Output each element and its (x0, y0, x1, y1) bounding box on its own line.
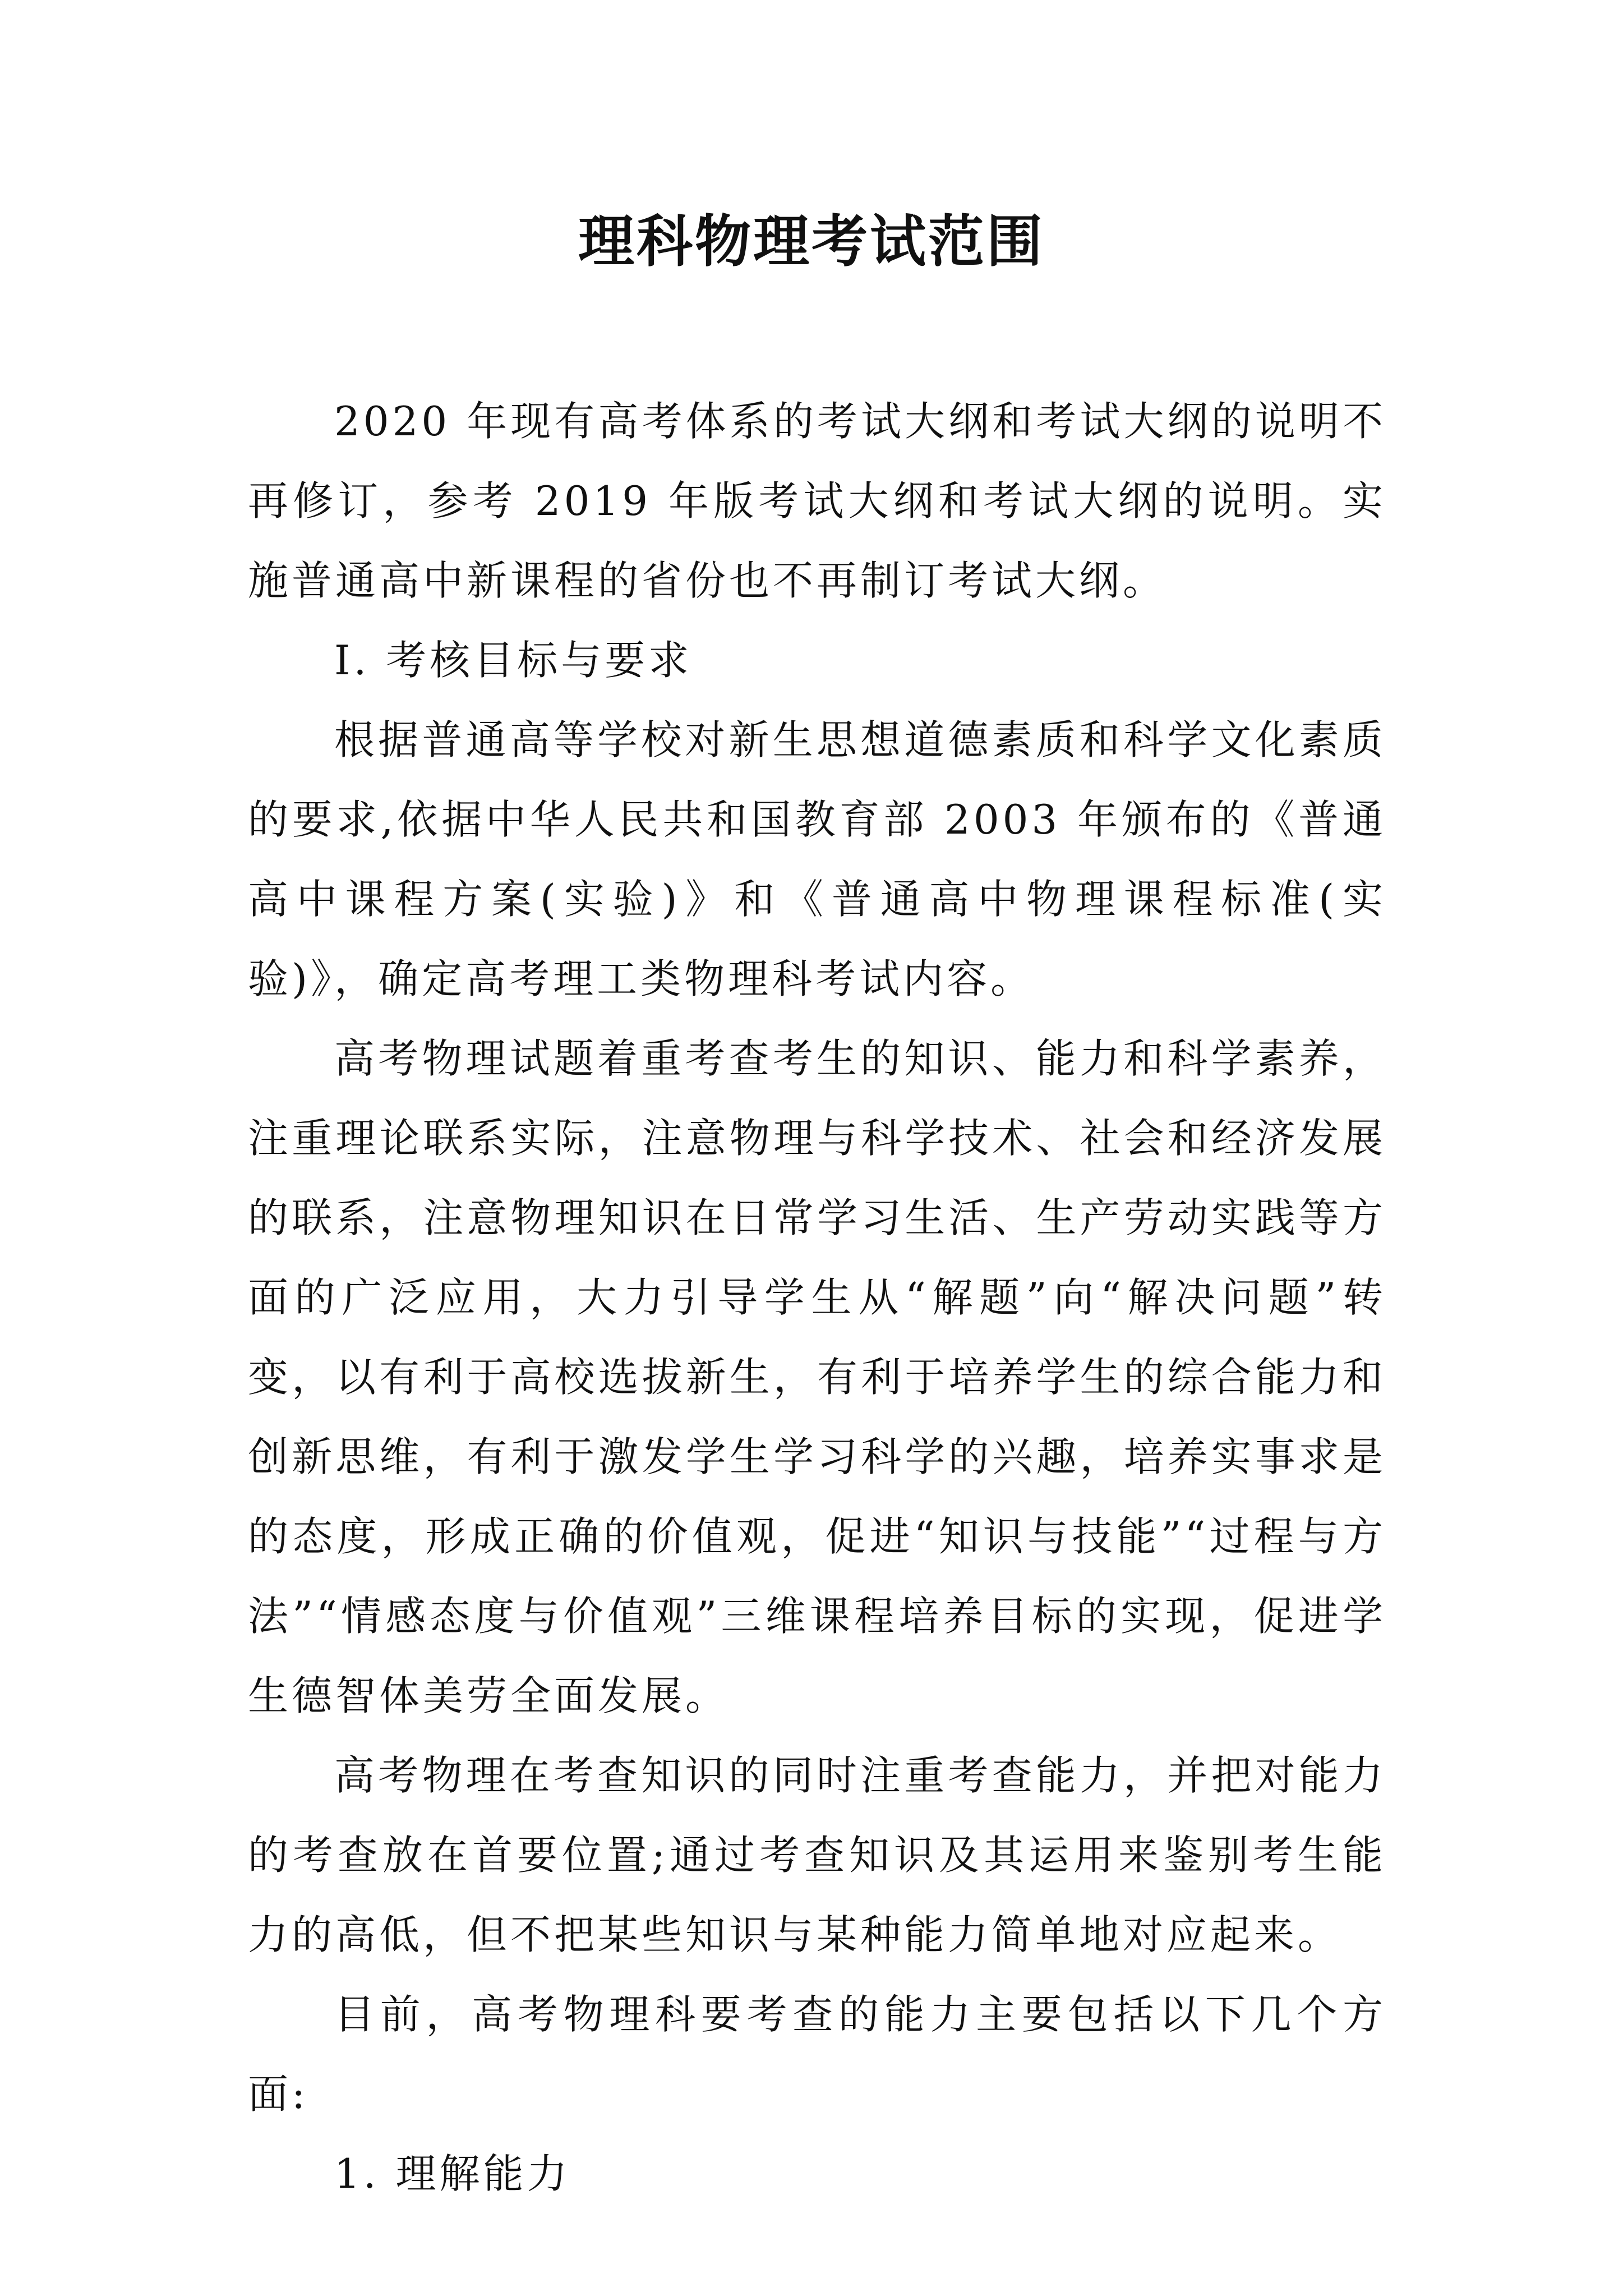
paragraph-focus: 高考物理试题着重考查考生的知识、能力和科学素养，注重理论联系实际，注意物理与科学技术、社会和经济发展的联系，注意物理知识在日常学习生活、生产劳动实践等方面的广泛应用，大力引导学生从“解题”向“解决问题”转变，以有利于高校选拔新生，有利于培养学生的综合能力和创新思维，有利于激发学生学习科学的兴趣，培养实事求是的态度，形成正确的价值观，促进“知识与技能”“过程与方法”“情感态度与价值观”三维课程培养目标的实现，促进学生德智体美劳全面发展。 (248, 1035, 1386, 1719)
paragraph-aspects: 目前，高考物理科要考查的能力主要包括以下几个方面: (248, 1991, 1386, 2118)
section-heading-objectives: Ⅰ. 考核目标与要求 (334, 637, 693, 684)
paragraph-intro: 2020 年现有高考体系的考试大纲和考试大纲的说明不再修订，参考 2019 年版考试大纲和考试大纲的说明。实施普通高中新课程的省份也不再制订考试大纲。 (248, 398, 1386, 604)
paragraph-basis: 根据普通高等学校对新生思想道德素质和科学文化素质的要求,依据中华人民共和国教育部 2003 年颁布的《普通高中课程方案(实验)》和《普通高中物理课程标准(实验)》，确定高考理工类物理科考试内容。 (248, 716, 1386, 1002)
paragraph-ability: 高考物理在考查知识的同时注重考查能力，并把对能力的考查放在首要位置;通过考查知识及其运用来鉴别考生能力的高低，但不把某些知识与某种能力简单地对应起来。 (248, 1752, 1386, 1958)
document-body (248, 381, 1386, 2214)
list-item-understanding: 1. 理解能力 (334, 2150, 571, 2197)
page-title: 理科物理考试范围 (578, 208, 1045, 274)
